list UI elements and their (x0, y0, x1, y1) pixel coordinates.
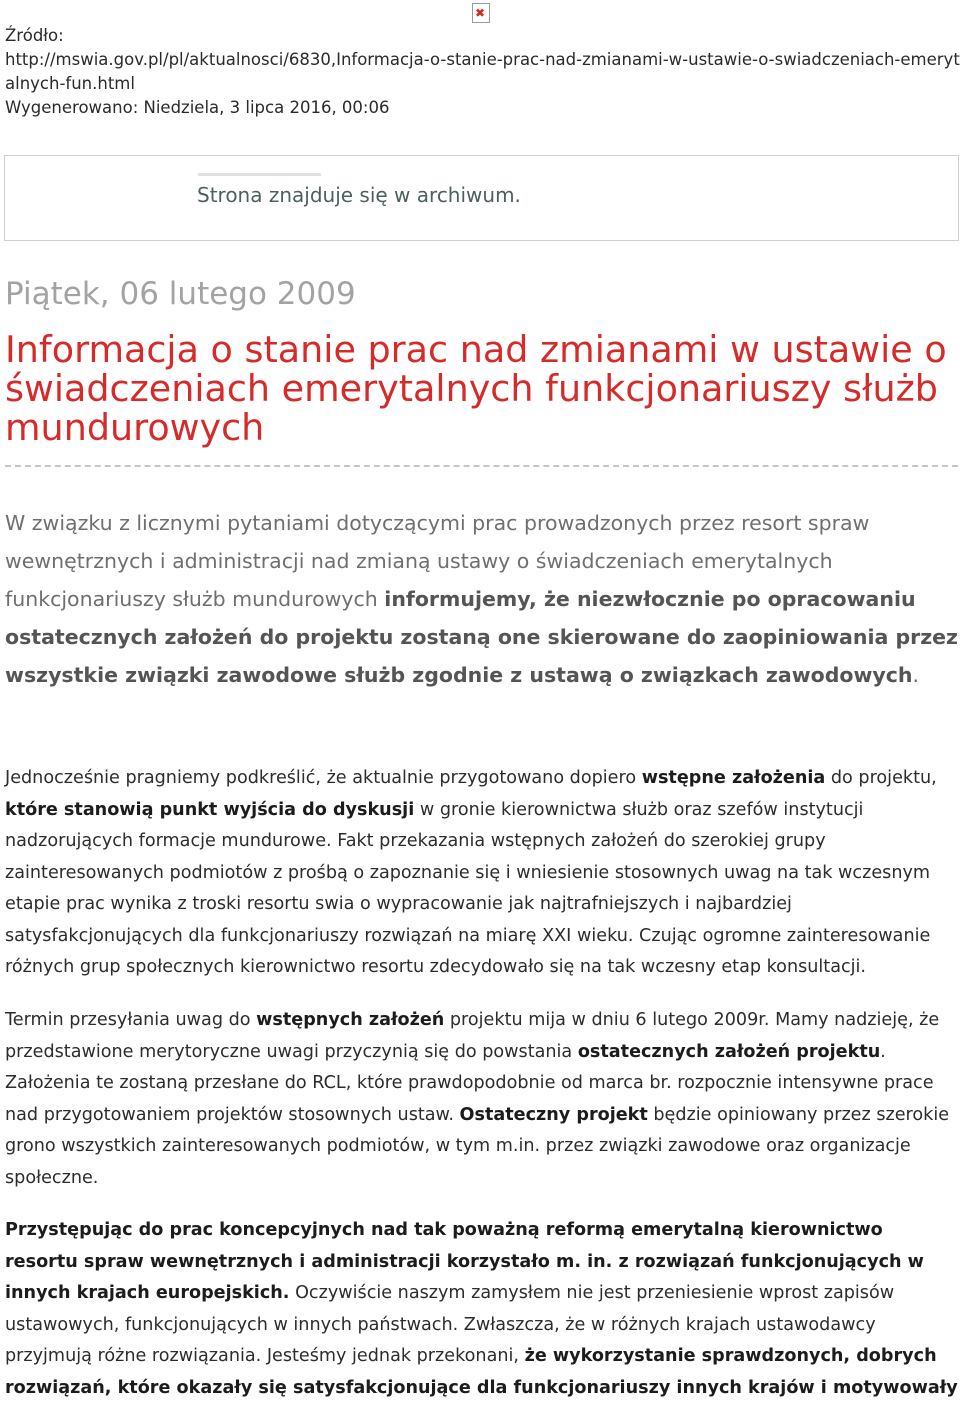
body-paragraph-1 (5, 763, 960, 984)
archive-notice-box (4, 155, 959, 241)
lead-bold-text: informujemy, że niezwłocznie po opracowaniu ostatecznych założeń do projektu zostaną one skierowane do zaopiniowania przez wszystkie związki zawodowe służb zgodnie z ustawą o związkach zawodowych (5, 587, 958, 687)
lead-end: . (912, 663, 920, 687)
title-divider (5, 465, 958, 467)
article-title: Informacja o stanie prac nad zmianami w ustawie o świadczeniach emerytalnych funkcjonariuszy służb mundurowych (5, 328, 947, 449)
lead-text: W związku z licznymi pytaniami dotyczącymi prac prowadzonych przez resort spraw wewnętrznych i administracji nad zmianą ustawy o świadczeniach emerytalnych funkcjonariuszy służb mundurowych (5, 511, 870, 611)
p1-text-2: do projektu, (825, 768, 937, 788)
body-paragraph-2 (5, 1005, 960, 1194)
p2-bold-3: Ostateczny projekt (459, 1104, 648, 1125)
p2-text-1: Termin przesyłania uwag do (5, 1010, 257, 1030)
p2-bold-2: ostatecznych założeń projektu (577, 1041, 881, 1062)
p1-text-1: Jednocześnie pragniemy podkreślić, że aktualnie przygotowano dopiero (5, 768, 642, 788)
p2-bold-1: wstępnych założeń (256, 1010, 445, 1030)
source-url-link[interactable]: http://mswia.gov.pl/pl/aktualnosci/6830,Informacja-o-stanie-prac-nad-zmianami-w-ustawie-o-swiadczeniach-emerytalnych-fun.html (5, 50, 960, 93)
generated-timestamp: Wygenerowano: Niedziela, 3 lipca 2016, 00:06 (5, 98, 390, 117)
body-paragraph-3 (5, 1215, 960, 1404)
p3-text-1: Oczywiście naszym zamysłem nie jest przeniesienie wprost zapisów ustawowych, funkcjonujących w innych państwach. Zwłaszcza, że w różnych krajach ustawodawcy przyjmują różne rozwiązania. Jesteśmy jednak przekonani, (5, 1283, 895, 1366)
archive-notice-text: Strona znajduje się w archiwum. (197, 183, 521, 207)
p2-text-2: projektu mija w dniu 6 lutego 2009r. Mamy nadzieję, że przedstawione merytoryczne uwagi przyczynią się do powstania (5, 1010, 940, 1062)
archive-notice-rule (198, 173, 321, 176)
article-lead (5, 504, 960, 694)
p3-bold-2: że wykorzystanie sprawdzonych, dobrych rozwiązań, które okazały się satysfakcjonujące dla funkcjonariuszy innych krajów i motywowały (5, 1346, 958, 1398)
source-label: Źródło: (5, 26, 64, 45)
p3-bold-1: Przystępując do prac koncepcyjnych nad tak poważną reformą emerytalną kierownictwo resortu spraw wewnętrznych i administracji korzystało m. in. z rozwiązań funkcjonujących w innych krajach europejskich. (5, 1220, 924, 1303)
broken-image-icon (472, 3, 490, 23)
p2-text-4: będzie opiniowany przez szerokie grono wszystkich zainteresowanych podmiotów, w tym m.in. przez związki zawodowe oraz organizacje społeczne. (5, 1104, 950, 1188)
p1-text-3: w gronie kierownictwa służb oraz szefów instytucji nadzorujących formacje mundurowe. Fakt przekazania wstępnych założeń do szerokiej grupy zainteresowanych podmiotów z prośbą o zapoznanie się i wniesienie stosownych uwag na tak wczesnym etapie prac wynika z troski resortu swia o wypracowanie jak najtrafniejszych i najbardziej satysfakcjonujących dla funkcjonariuszy rozwiązań na miarę XXI wieku. Czując ogromne zainteresowanie różnych grup społecznych kierownictwo resortu zdecydowało się na tak wczesny etap konsultacji. (5, 799, 931, 977)
source-info (5, 24, 960, 120)
p2-text-3: . Założenia te zostaną przesłane do RCL, które prawdopodobnie od marca br. rozpocznie intensywne prace nad przygotowaniem projektów stosownych ustaw. (5, 1041, 934, 1125)
article-date: Piątek, 06 lutego 2009 (5, 276, 356, 312)
p1-bold-2: które stanowią punkt wyjścia do dyskusji (5, 799, 415, 820)
p1-bold-1: wstępne założenia (641, 768, 826, 788)
